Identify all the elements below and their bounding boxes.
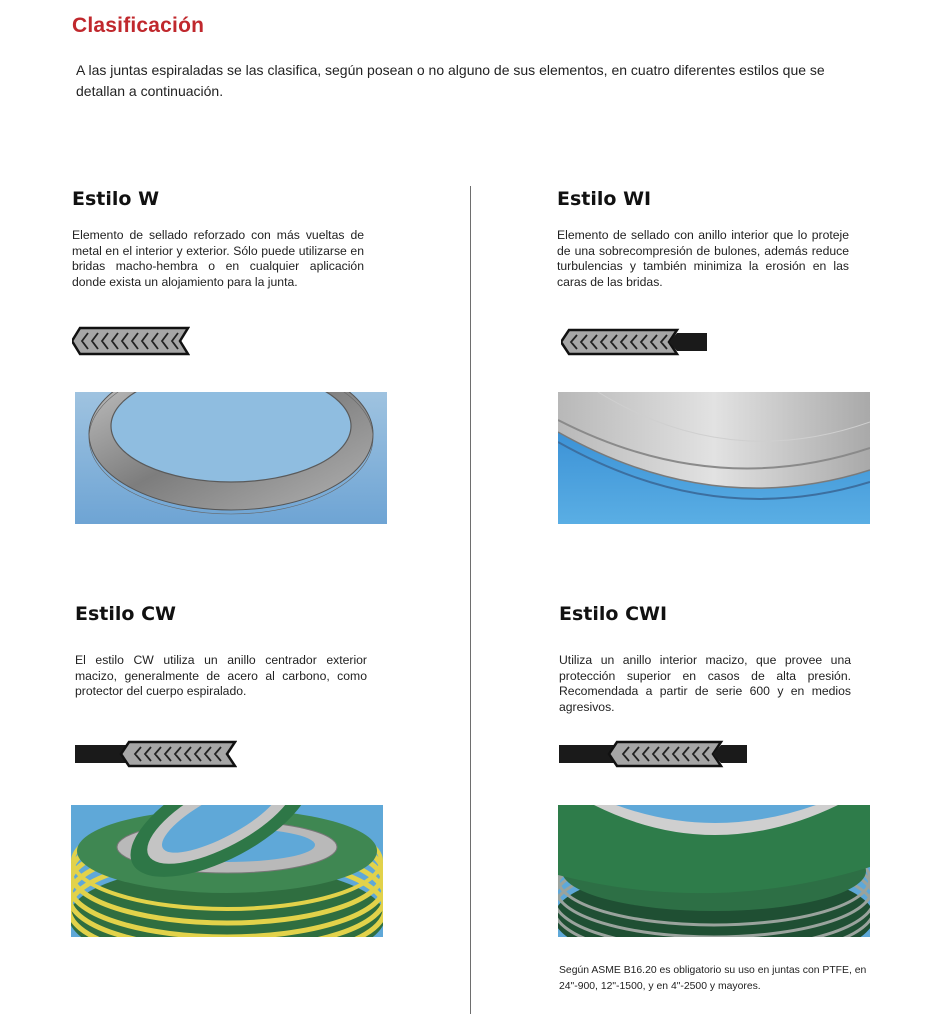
cross-section-diagram-cw <box>75 740 237 768</box>
heading-estilo-cw: Estilo CW <box>75 603 176 625</box>
column-divider <box>470 186 471 1014</box>
photo-gasket-w <box>75 392 387 524</box>
heading-estilo-wi: Estilo WI <box>557 188 652 210</box>
heading-estilo-w: Estilo W <box>72 188 160 210</box>
asme-note: Según ASME B16.20 es obligatorio su uso en juntas con PTFE, en 24"-900, 12"-1500, y en 4"-2500 y mayores. <box>559 965 867 992</box>
photo-gasket-cw <box>71 805 383 937</box>
cross-section-diagram-cwi <box>559 740 749 768</box>
cross-section-diagram-w <box>72 326 190 356</box>
photo-gasket-cwi <box>558 805 870 937</box>
page-title: Clasificación <box>72 14 205 37</box>
cross-section-diagram-wi <box>561 328 709 356</box>
description-estilo-cwi: Utiliza un anillo interior macizo, que provee una protección superior en casos de alta presión. Recomendada a partir de serie 600 y en medios agresivos. <box>559 653 851 714</box>
heading-estilo-cwi: Estilo CWI <box>559 603 668 625</box>
description-estilo-cw: El estilo CW utiliza un anillo centrador exterior macizo, generalmente de acero al carbono, como protector del cuerpo espiralado. <box>75 653 367 699</box>
intro-paragraph: A las juntas espiraladas se las clasifica, según posean o no alguno de sus elementos, en cuatro diferentes estilos que se detallan a continuación. <box>76 62 825 99</box>
description-estilo-wi: Elemento de sellado con anillo interior que lo proteje de una sobrecompresión de bulones, además reduce turbulencias y también minimiza la erosión en las caras de las bridas. <box>557 228 849 289</box>
description-estilo-w: Elemento de sellado reforzado con más vueltas de metal en el interior y exterior. Sólo puede utilizarse en bridas macho-hembra o en cualquier aplicación donde exista un alojamiento para la junta. <box>72 228 364 289</box>
photo-gasket-wi <box>558 392 870 524</box>
